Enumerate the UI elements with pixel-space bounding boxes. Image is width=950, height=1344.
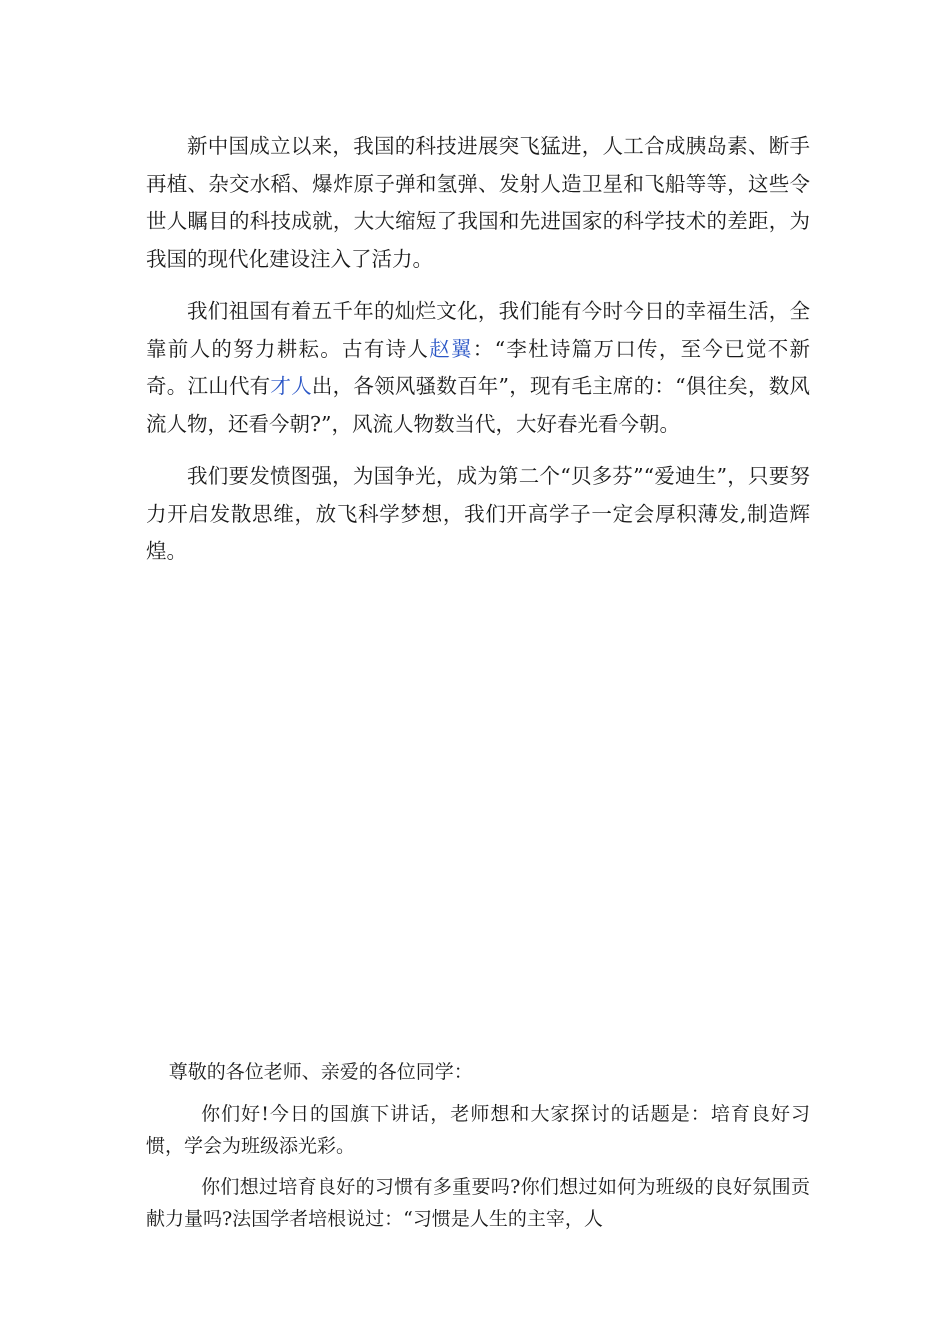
paragraph-culture xyxy=(146,293,810,443)
speech-section-science xyxy=(146,128,810,586)
paragraph-greeting: 你们好!今日的国旗下讲话，老师想和大家探讨的话题是：培育良好习惯，学会为班级添光彩。 xyxy=(146,1103,810,1157)
link-cai-ren[interactable]: 才人 xyxy=(270,374,312,398)
paragraph-culture-part1: 我们祖国有着五千年的灿烂文化，我们能有今时今日的幸福生活，全靠前人的努力耕耘。古有诗人 xyxy=(146,299,810,361)
speech-section-habits xyxy=(146,1056,810,1244)
paragraph-culture-part2: ：“李杜诗篇万口传，至今已觉不新奇。江山代有 xyxy=(146,336,811,398)
paragraph-culture-part3: 出，各领风骚数百年”，现有毛主席的：“俱往矣，数风流人物，还看今朝?”，风流人物数当代，大好春光看今朝。 xyxy=(146,374,811,436)
paragraph-habits-question: 你们想过培育良好的习惯有多重要吗?你们想过如何为班级的良好氛围贡献力量吗?法国学者培根说过：“习惯是人生的主宰，人 xyxy=(146,1176,810,1230)
paragraph-science-achievements: 新中国成立以来，我国的科技进展突飞猛进，人工合成胰岛素、断手再植、杂交水稻、爆炸原子弹和氢弹、发射人造卫星和飞船等等，这些令世人瞩目的科技成就，大大缩短了我国和先进国家的科学技术的差距，为我国的现代化建设注入了活力。 xyxy=(146,134,810,271)
salutation: 尊敬的各位老师、亲爱的各位同学： xyxy=(168,1061,473,1083)
link-zhao-yi[interactable]: 赵翼 xyxy=(429,336,473,361)
paragraph-striving: 我们要发愤图强，为国争光，成为第二个“贝多芬”“爱迪生”，只要努力开启发散思维，放飞科学梦想，我们开高学子一定会厚积薄发,制造辉煌。 xyxy=(146,464,810,563)
